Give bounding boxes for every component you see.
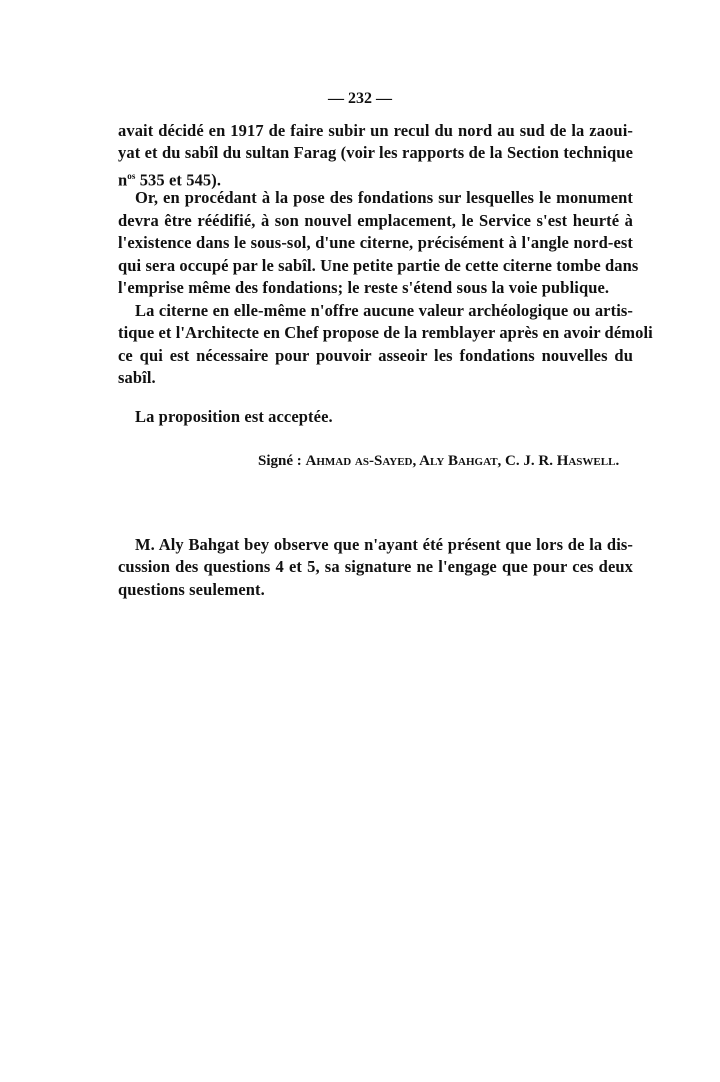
page-number: — 232 — — [328, 90, 392, 107]
text-line: questions seulement. — [118, 580, 265, 599]
text-line — [118, 165, 633, 190]
text: n — [118, 170, 128, 190]
text-line: La proposition est acceptée. — [135, 407, 333, 426]
text-line: sabîl. — [118, 368, 156, 387]
text-line: l'emprise même des fondations; le reste s'étend sous la voie publique. — [118, 278, 610, 297]
text-line: yat et du sabîl du sultan Farag (voir les rapports de la Section technique — [118, 143, 633, 162]
text-line: cussion des questions 4 et 5, sa signature ne l'engage que pour ces deux — [118, 557, 633, 576]
text-line: Or, en procédant à la pose des fondations sur lesquelles le monument — [135, 188, 633, 207]
signature-names: Ahmad as-Sayed, Aly Bahgat, C. J. R. Haswell. — [305, 453, 620, 469]
signature-label: Signé : — [258, 453, 306, 469]
text-line: qui sera occupé par le sabîl. Une petite partie de cette citerne tombe dans — [118, 256, 639, 275]
signature — [258, 450, 619, 472]
text: 535 et 545). — [135, 170, 222, 190]
text-line: M. Aly Bahgat bey observe que n'ayant été présent que lors de la dis- — [135, 535, 633, 554]
superscript: os — [127, 171, 136, 181]
text-line: tique et l'Architecte en Chef propose de la remblayer après en avoir démoli — [118, 323, 653, 342]
text-line: l'existence dans le sous-sol, d'une citerne, précisément à l'angle nord-est — [118, 233, 633, 252]
text-line: avait décidé en 1917 de faire subir un recul du nord au sud de la zaoui- — [118, 121, 633, 140]
text-line: ce qui est nécessaire pour pouvoir asseoir les fondations nouvelles du — [118, 346, 633, 365]
text-line: La citerne en elle-même n'offre aucune valeur archéologique ou artis- — [135, 301, 633, 320]
text-line: devra être réédifié, à son nouvel emplacement, le Service s'est heurté à — [118, 211, 633, 230]
